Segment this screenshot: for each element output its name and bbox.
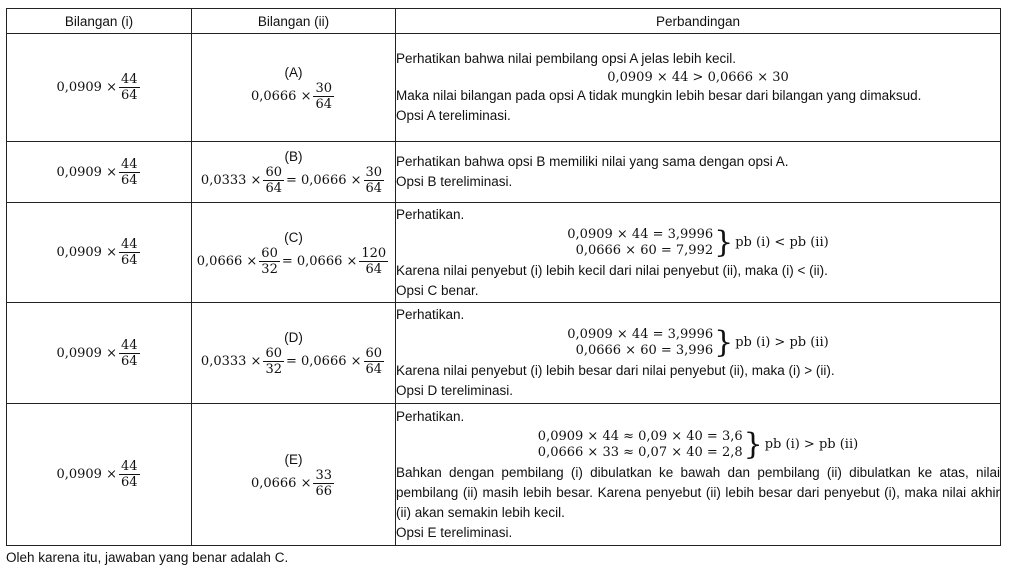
bilangan-i-cell: 0,0909 × $\frac{44}{64}$ [7, 203, 192, 303]
explanation-text: Maka nilai bilangan pada opsi A tidak mungkin lebih besar dari bilangan yang dimaksud. [396, 88, 922, 103]
equation: 0,0909 × 44 > 0,0666 × 30 [607, 70, 789, 85]
explanation-cell [396, 142, 1001, 203]
conclusion-text: Opsi A tereliminasi. [396, 108, 511, 123]
explanation-text: Perhatikan bahwa opsi B memiliki nilai yang sama dengan opsi A. [396, 154, 789, 169]
explanation-cell [396, 34, 1001, 142]
comparison-table [6, 8, 1001, 546]
explanation-text: Bahkan dengan pembilang (i) dibulatkan ke bawah dan pembilang (ii) dibulatkan ke atas, nilai pembilang (ii) masih lebih besar. Karena penyebut (ii) lebih besar dari penyebut (i), maka nilai akhir (ii) akan semakin lebih kecil. [396, 464, 1000, 520]
explanation-text: Karena nilai penyebut (i) lebih kecil dari nilai penyebut (ii), maka (i) < (ii). [396, 262, 828, 278]
header-bilangan-i: Bilangan (i) [7, 9, 192, 34]
conclusion-text: Opsi B tereliminasi. [396, 174, 513, 189]
explanation-cell [396, 404, 1001, 546]
table-row [7, 34, 1001, 142]
brace-icon: } [714, 224, 734, 260]
header-bilangan-ii: Bilangan (ii) [192, 9, 396, 34]
bilangan-ii-cell: (A) 0,0666 × $\frac{30}{64}$ [192, 34, 396, 142]
bilangan-i-cell: 0,0909 × $\frac{44}{64}$ [7, 303, 192, 404]
option-label: (E) [284, 451, 303, 467]
explanation-cell [396, 303, 1001, 404]
table-row [7, 203, 1001, 303]
option-label: (B) [284, 149, 303, 164]
explanation-text: Perhatikan. [396, 307, 465, 322]
bilangan-i-cell: 0,0909 × $\frac{44}{64}$ [7, 404, 192, 546]
equation-system: 0,0909 × 44 = 3,9996 0,0666 × 60 = 7,992 } pb (i) < pb (ii) [567, 224, 829, 260]
explanation-text: Perhatikan. [396, 408, 465, 424]
brace-icon: } [743, 426, 763, 462]
bilangan-ii-cell: (B) 0,0333 × $\frac{60}{64}$ = 0,0666 × $\frac{30}{64}$ [192, 142, 396, 203]
conclusion-text: Opsi E tereliminasi. [396, 524, 513, 540]
option-label: (A) [284, 64, 303, 80]
bilangan-i-cell [7, 34, 192, 142]
bilangan-ii-cell: (D) 0,0333 × $\frac{60}{32}$ = 0,0666 × $\frac{60}{64}$ [192, 303, 396, 404]
relation: pb (i) > pb (ii) [764, 436, 859, 452]
conclusion-text: Opsi D tereliminasi. [396, 383, 514, 398]
bilangan-ii-cell: (E) 0,0666 × $\frac{33}{66}$ [192, 404, 396, 546]
option-label: (D) [284, 330, 303, 345]
table-row [7, 142, 1001, 203]
explanation-text: Karena nilai penyebut (i) lebih besar dari nilai penyebut (ii), maka (i) > (ii). [396, 363, 835, 378]
header-row [7, 9, 1001, 34]
brace-icon: } [714, 325, 734, 360]
explanation-text: Perhatikan. [396, 206, 465, 222]
fraction: $\frac{44}{64}$ [120, 72, 138, 103]
table-row [7, 404, 1001, 546]
equation-system: 0,0909 × 44 = 3,9996 0,0666 × 60 = 3,996 } pb (i) > pb (ii) [567, 325, 829, 360]
explanation-cell [396, 203, 1001, 303]
equation-system: 0,0909 × 44 ≈ 0,09 × 40 = 3,6 0,0666 × 33 ≈ 0,07 × 40 = 2,8 } pb (i) > pb (ii) [537, 426, 859, 462]
conclusion-text: Opsi C benar. [396, 282, 479, 298]
relation: pb (i) < pb (ii) [735, 234, 829, 250]
bilangan-i-cell: 0,0909 × $\frac{44}{64}$ [7, 142, 192, 203]
table-row [7, 303, 1001, 404]
coefficient: 0,0909 × [56, 80, 117, 95]
bilangan-ii-cell: (C) 0,0666 × $\frac{60}{32}$ = 0,0666 × $\frac{120}{64}$ [192, 203, 396, 303]
header-perbandingan: Perbandingan [396, 9, 1001, 34]
relation: pb (i) > pb (ii) [735, 335, 829, 350]
explanation-text: Perhatikan bahwa nilai pembilang opsi A jelas lebih kecil. [396, 51, 736, 66]
option-label: (C) [284, 229, 303, 245]
conclusion-footer: Oleh karena itu, jawaban yang benar adalah C. [6, 550, 289, 565]
